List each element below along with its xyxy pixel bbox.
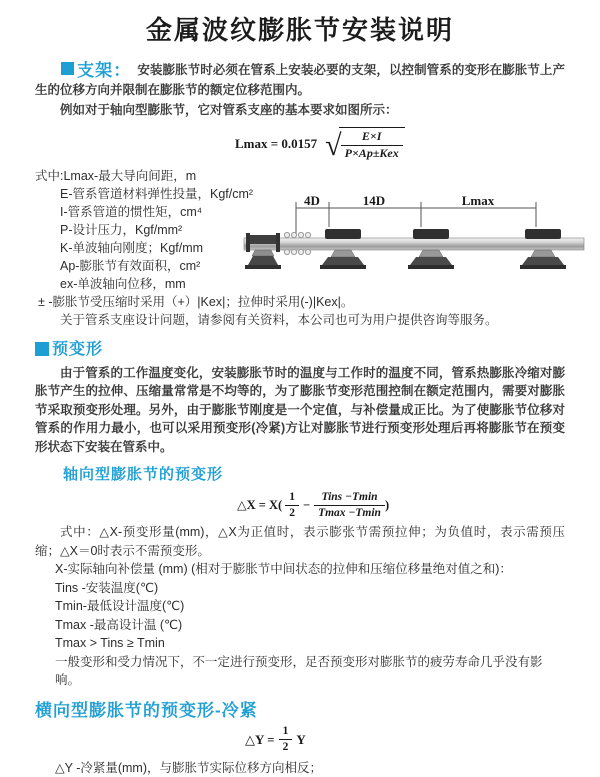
definition-item: P-设计压力，Kgf/mm² [35,221,565,239]
axial-def-line: Tmax > Tins ≥ Tmin [35,634,565,653]
axial-def-line: Tmin-最低设计温度(℃) [35,597,565,616]
lateral-formula [245,725,565,755]
axial-formula [237,487,565,523]
axial-subtitle: 轴向型膨胀节的预变形 [35,463,565,484]
definition-intro: 式中:Lmax-最大导向间距，m [35,167,565,185]
plus-minus-note: ± -膨胀节受压缩时采用（+）|Kex|；拉伸时采用(-)|Kex|。 [35,293,565,311]
half-numerator: 1 [285,491,299,506]
document-page [0,10,600,747]
lateral-half-numerator: 1 [279,725,293,740]
definition-item: ex-单波轴向位移，mm [35,275,565,293]
dim-label-lmax: Lmax [462,193,495,208]
axial-def-line: Tins -安装温度(℃) [35,579,565,598]
square-root [325,127,405,159]
pipe-support-diagram [243,193,599,293]
axial-def-line: X-实际轴向补偿量 (mm) (相对于膨胀节中间状态的拉伸和压缩位移量绝对值之和)： [35,560,565,579]
definitions-and-diagram [35,167,565,329]
preform-paragraph: 由于管系的工作温度变化，安装膨胀节时的温度与工作时的温度不同，管系热膨胀冷缩对膨胀节产生的拉伸、压缩量常常是不均等的，为了膨胀节变形范围控制在额定范围内，需要对膨胀节采取预变形处理。另外，由于膨胀节刚度是一个定值，与补偿量成正比。为了使膨胀节位移对管系的作用力最小，也可以采用预变形(冷紧)方让对膨胀节进行预变形处理后再将膨胀节在预变形状态下安装在管系中。 [35,364,565,457]
radical-sign: √ [325,131,341,161]
support-paragraph-2: 例如对于轴向型膨胀节，它对管系支座的基本要求如图所示： [35,101,565,120]
support-paragraph-1-text: 安装膨胀节时必须在管系上安装必要的支架，以控制管系的变形在膨胀节上产生的位移方向并限制在膨胀节的额定位移范围内。 [35,63,565,97]
lmax-formula-denominator: P×Ap±Kex [341,146,403,160]
consulting-note: 关于管系支座设计问题，请参阅有关资料，本公司也可为用户提供咨询等服务。 [35,311,565,329]
axial-def-line: 一般变形和受力情况下，不一定进行预变形，足否预变形对膨胀节的疲劳寿命几乎没有影响。 [35,653,565,690]
anchor-support [245,233,281,269]
lateral-note: △Y -冷紧量(mm)，与膨胀节实际位移方向相反； [35,759,565,777]
lmax-formula-lhs: Lmax = 0.0157 [235,136,317,152]
half-denominator: 2 [285,506,299,520]
lateral-formula-lhs: △Y = [245,732,275,748]
blue-square-icon [35,342,49,356]
minus-sign: − [303,498,310,513]
axial-def-line: 式中：△X-预变形量(mm)，△X为正值时，表示膨张节需预拉伸；为负值时，表示需预压缩；△X＝0时表示不需预变形。 [35,523,565,560]
axial-def-line: Tmax -最高设计温 (℃) [35,616,565,635]
axial-formula-lhs: △X = X( [237,497,282,513]
temp-frac-denominator: Tmax −Tmin [314,506,385,520]
lmax-formula [235,125,565,163]
support-section-heading [61,63,137,77]
dim-label-14d: 14D [363,193,385,208]
blue-square-icon [61,62,74,75]
definition-item: Ap-膨胀节有效面积，cm² [35,257,565,275]
lmax-formula-numerator: E×I [341,130,403,145]
dim-label-4d: 4D [304,193,320,208]
definition-item: E-管系管道材料弹性投量，Kgf/cm² [35,185,565,203]
support-heading-label: 支架： [77,61,131,80]
lateral-formula-rhs: Y [296,732,305,748]
page-title: 金属波纹膨胀节安装说明 [35,10,565,47]
axial-formula-rhs: ) [385,498,389,513]
preform-heading-label: 预变形 [52,341,103,358]
support-paragraph-1 [35,61,565,99]
definition-item: K-单波轴向刚度；Kgf/mm [35,239,565,257]
lateral-half-denominator: 2 [279,740,293,754]
lateral-heading: 横向型膨胀节的预变形-冷紧 [35,696,565,721]
preform-section-heading [35,339,565,361]
temp-frac-numerator: Tins −Tmin [314,491,385,506]
pipe [244,238,584,250]
definition-item: I-管系管道的惯性矩，cm⁴ [35,203,565,221]
